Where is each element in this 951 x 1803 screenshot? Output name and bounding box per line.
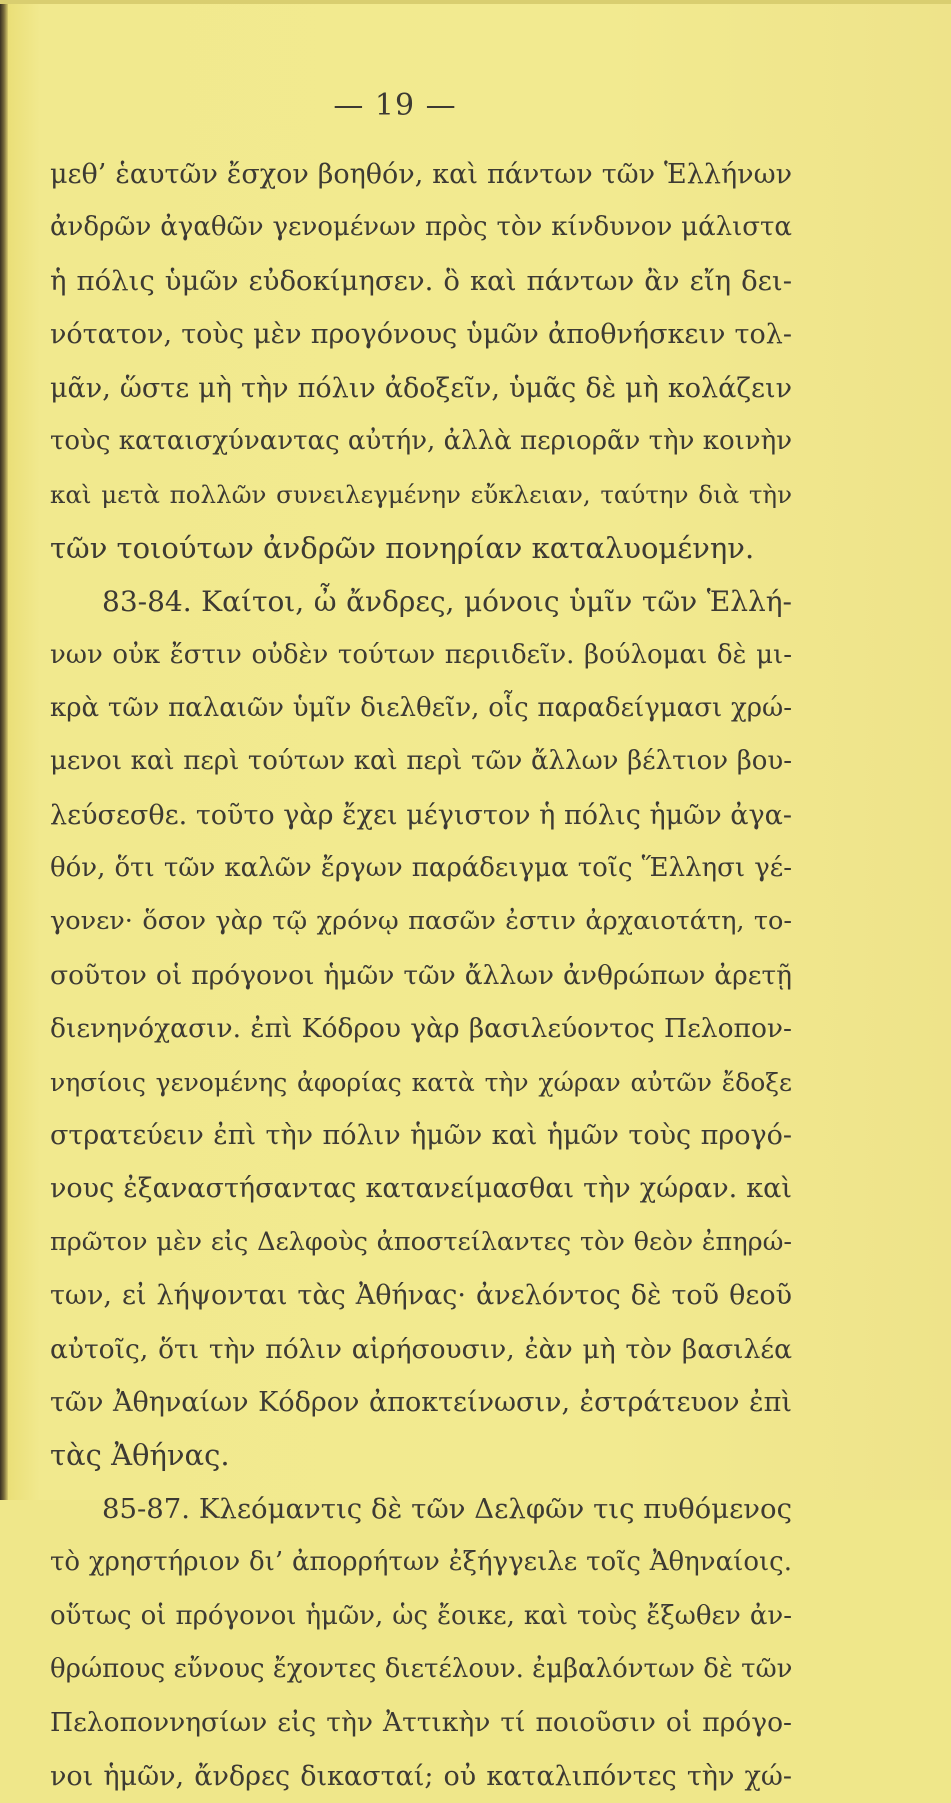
text-line: κρὰ τῶν παλαιῶν ὑμῖν διελθεῖν, οἷς παραδείγμασι χρώ-: [50, 692, 792, 723]
text-line: νους ἐξαναστήσαντας κατανείμασθαι τὴν χώραν. καὶ: [50, 1173, 792, 1205]
binding-edge: [0, 0, 8, 1500]
text-line: 83-84. Καίτοι, ὦ ἄνδρες, μόνοις ὑμῖν τῶν Ἑλλή-: [102, 585, 792, 619]
text-line: των, εἰ λήψονται τὰς Ἀθήνας· ἀνελόντος δὲ τοῦ θεοῦ: [50, 1280, 792, 1312]
text-line: τὰς Ἀθήνας.: [50, 1438, 230, 1473]
text-line: λεύσεσθε. τοῦτο γὰρ ἔχει μέγιστον ἡ πόλις ἡμῶν ἀγα-: [50, 799, 792, 831]
body-text: [50, 148, 792, 1803]
text-line: καὶ μετὰ πολλῶν συνειλεγμένην εὔκλειαν, ταύτην διὰ τὴν: [50, 480, 792, 510]
text-line: νησίοις γενομένης ἀφορίας κατὰ τὴν χώραν αὐτῶν ἔδοξε: [50, 1067, 792, 1097]
text-line: τοὺς καταισχύναντας αὐτήν, ἀλλὰ περιορᾶν τὴν κοινὴν: [50, 425, 792, 456]
text-line: σοῦτον οἱ πρόγονοι ἡμῶν τῶν ἄλλων ἀνθρώπων ἀρετῇ: [50, 959, 792, 991]
text-line: τῶν τοιούτων ἀνδρῶν πονηρίαν καταλυομένην.: [50, 530, 755, 565]
text-line: πρῶτον μὲν εἰς Δελφοὺς ἀποστείλαντες τὸν θεὸν ἐπηρώ-: [50, 1226, 792, 1257]
text-line: Πελοποννησίων εἰς τὴν Ἀττικὴν τί ποιοῦσιν οἱ πρόγο-: [50, 1707, 792, 1739]
text-line: θρώπους εὔνους ἔχοντες διετέλουν. ἐμβαλόντων δὲ τῶν: [50, 1653, 792, 1684]
text-line: ἡ πόλις ὑμῶν εὐδοκίμησεν. ὃ καὶ πάντων ἂν εἴη δει-: [50, 264, 792, 297]
text-line: 85-87. Κλεόμαντις δὲ τῶν Δελφῶν τις πυθόμενος: [102, 1492, 792, 1525]
text-line: τὸ χρηστήριον δι’ ἀπορρήτων ἐξήγγειλε τοῖς Ἀθηναίοις.: [50, 1547, 792, 1578]
text-line: νοι ἡμῶν, ἄνδρες δικασταί; οὐ καταλιπόντες τὴν χώ-: [50, 1760, 792, 1792]
text-line: ἀνδρῶν ἀγαθῶν γενομένων πρὸς τὸν κίνδυνον μάλιστα: [50, 212, 792, 243]
text-line: τῶν Ἀθηναίων Κόδρον ἀποκτείνωσιν, ἐστράτευον ἐπὶ: [50, 1386, 792, 1418]
text-line: γονεν· ὅσον γὰρ τῷ χρόνῳ πασῶν ἐστιν ἀρχαιοτάτη, το-: [50, 906, 792, 937]
text-line: στρατεύειν ἐπὶ τὴν πόλιν ἡμῶν καὶ ἡμῶν τοὺς προγό-: [50, 1120, 792, 1152]
page-number: — 19 —: [333, 88, 457, 123]
page-top-edge: [0, 0, 951, 4]
text-line: διενηνόχασιν. ἐπὶ Κόδρου γὰρ βασιλεύοντος Πελοπον-: [50, 1013, 792, 1045]
text-line: θόν, ὅτι τῶν καλῶν ἔργων παράδειγμα τοῖς Ἕλλησι γέ-: [50, 853, 792, 884]
text-line: μενοι καὶ περὶ τούτων καὶ περὶ τῶν ἄλλων βέλτιον βου-: [50, 746, 792, 777]
text-line: νότατον, τοὺς μὲν προγόνους ὑμῶν ἀποθνήσκειν τολ-: [50, 319, 792, 351]
text-line: νων οὐκ ἔστιν οὐδὲν τούτων περιιδεῖν. βούλομαι δὲ μι-: [50, 639, 792, 670]
text-line: οὕτως οἱ πρόγονοι ἡμῶν, ὡς ἔοικε, καὶ τοὺς ἔξωθεν ἀν-: [50, 1600, 792, 1631]
text-line: αὐτοῖς, ὅτι τὴν πόλιν αἱρήσουσιν, ἐὰν μὴ τὸν βασιλέα: [50, 1333, 792, 1365]
text-line: μᾶν, ὥστε μὴ τὴν πόλιν ἀδοξεῖν, ὑμᾶς δὲ μὴ κολάζειν: [50, 372, 792, 404]
text-line: μεθ’ ἑαυτῶν ἔσχον βοηθόν, καὶ πάντων τῶν Ἑλλήνων: [50, 159, 792, 190]
